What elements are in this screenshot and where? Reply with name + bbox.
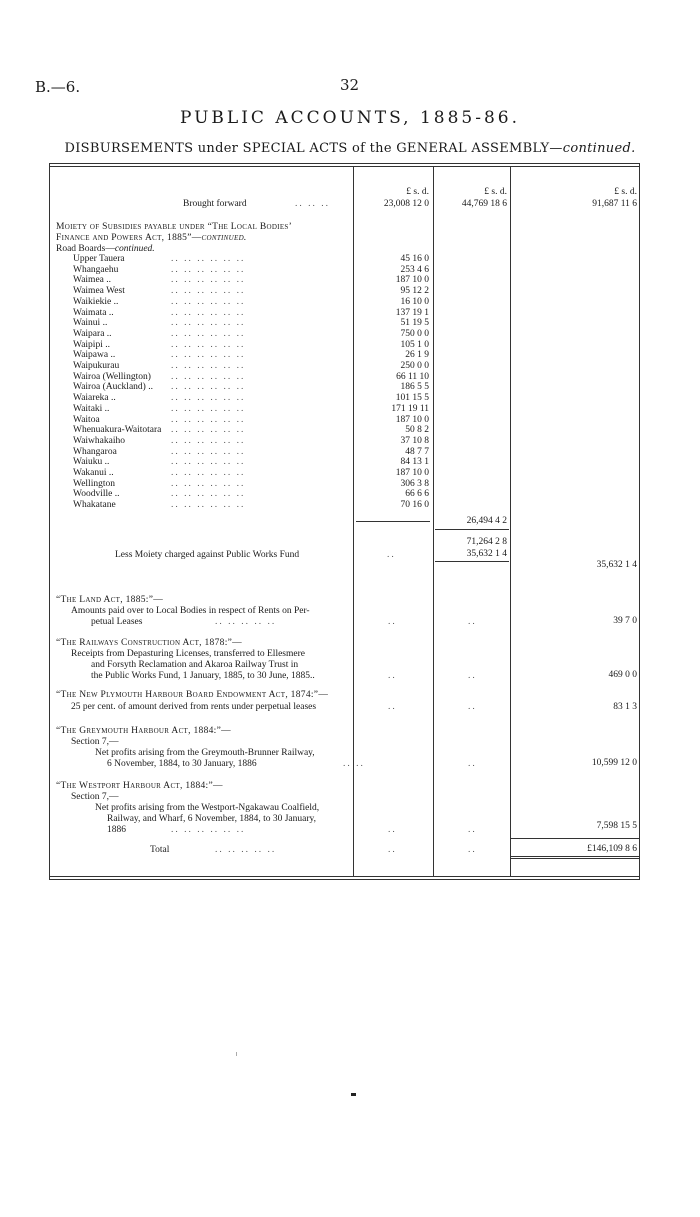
road-board-name: Waiuku .. <box>73 457 110 468</box>
total-bottom-rule <box>511 856 639 857</box>
road-board-leader: .. .. .. .. .. .. <box>171 318 246 329</box>
greymouth-line1: Net profits arising from the Greymouth-Brunner Railway, <box>95 748 315 758</box>
road-board-amount: 70 16 0 <box>400 500 429 511</box>
table-top-rule-2 <box>49 166 640 167</box>
col1-currency-head: £ s. d. <box>406 187 429 197</box>
greymouth-section: Section 7,— <box>71 737 119 747</box>
road-board-name: Wairoa (Wellington) <box>73 371 151 382</box>
greymouth-amount: 10,599 12 0 <box>591 758 637 768</box>
road-board-amount: 186 5 5 <box>400 382 429 393</box>
col3-currency-head: £ s. d. <box>614 187 637 197</box>
road-board-name: Whakatane <box>73 500 116 511</box>
westport-amount: 7,598 15 5 <box>596 821 637 831</box>
less-moiety-rule <box>435 561 509 562</box>
road-board-leader: .. .. .. .. .. .. <box>171 468 246 478</box>
road-board-amount: 171 19 11 <box>391 403 429 414</box>
total-top-rule <box>511 838 639 839</box>
road-board-leader: .. .. .. .. .. .. <box>171 264 246 275</box>
road-board-leader: .. .. .. .. .. .. <box>171 382 246 393</box>
westport-line2: Railway, and Wharf, 6 November, 1884, to 30 January, <box>107 814 317 824</box>
road-board-amount: 101 15 5 <box>395 393 429 404</box>
road-board-amount: 66 11 10 <box>396 371 429 382</box>
road-board-leader: .. .. .. .. .. .. <box>171 286 246 297</box>
col1-rule <box>353 166 354 876</box>
road-board-name: Waiwhakaiho <box>73 435 125 446</box>
road-board-name: Wellington <box>73 478 115 489</box>
road-board-name: Wakanui .. <box>73 468 114 478</box>
greymouth-line2: 6 November, 1884, to 30 January, 1886 <box>107 759 257 769</box>
col2-currency-head: £ s. d. <box>484 187 507 197</box>
total-bottom-rule-2 <box>511 858 639 859</box>
road-board-amount: 50 8 2 <box>405 425 429 436</box>
road-boards-heading: Road Boards—continued. <box>56 244 155 254</box>
new-plymouth-line1: 25 per cent. of amount derived from rents under perpetual leases <box>71 702 317 712</box>
railways-amount: 469 0 0 <box>608 670 637 680</box>
road-board-amount: 37 10 8 <box>400 435 429 446</box>
table-right-rule <box>639 163 640 879</box>
road-board-name: Waikiekie .. <box>73 296 119 307</box>
road-board-leader: .. .. .. .. .. .. <box>171 393 246 404</box>
new-plymouth-col1-dots: .. <box>388 702 397 712</box>
road-board-leader: .. .. .. .. .. .. <box>171 414 246 425</box>
railways-act-line1: Receipts from Depasturing Licenses, transferred to Ellesmere <box>71 649 305 659</box>
land-act-amount: 39 7 0 <box>613 616 637 626</box>
westport-act-title: “The Westport Harbour Act, 1884:”— <box>56 781 223 791</box>
page-number: 32 <box>340 76 360 94</box>
new-plymouth-act-title: “The New Plymouth Harbour Board Endowment Act, 1874:”— <box>56 690 329 700</box>
westport-line1: Net profits arising from the Westport-Ngakawau Coalfield, <box>95 803 320 813</box>
railways-act-title: “The Railways Construction Act, 1878:”— <box>56 638 242 648</box>
new-plymouth-col2-dots: .. <box>468 702 477 712</box>
westport-leader: .. .. .. .. .. .. <box>171 825 246 835</box>
land-act-line2: petual Leases <box>91 617 143 627</box>
total-amount: £146,109 8 6 <box>587 844 637 854</box>
road-board-amount: 137 19 1 <box>395 307 429 318</box>
road-board-amount: 253 4 6 <box>400 264 429 275</box>
road-board-amount: 306 3 8 <box>400 478 429 489</box>
page-mark <box>351 1093 356 1096</box>
road-board-leader: .. .. .. .. .. .. <box>171 425 246 436</box>
table-top-rule <box>49 163 640 164</box>
road-board-amount: 187 10 0 <box>395 468 429 478</box>
road-board-name: Waipukurau <box>73 361 120 371</box>
road-board-amount: 16 10 0 <box>400 296 429 307</box>
total-col1-dots: .. <box>388 845 397 855</box>
road-board-name: Whangaroa <box>73 446 117 457</box>
moiety-sum: 71,264 2 8 <box>466 537 507 547</box>
road-board-name: Waitaki .. <box>73 403 110 414</box>
greymouth-act-title: “The Greymouth Harbour Act, 1884:”— <box>56 726 231 736</box>
road-board-amount: 250 0 0 <box>400 361 429 371</box>
road-boards-total: 26,494 4 2 <box>466 516 507 526</box>
road-board-amount: 51 19 5 <box>400 318 429 329</box>
road-board-name: Waitoa <box>73 414 100 425</box>
road-board-name: Upper Tauera <box>73 254 125 264</box>
road-board-amount: 750 0 0 <box>400 328 429 339</box>
road-board-leader: .. .. .. .. .. .. <box>171 500 246 511</box>
table-left-rule <box>49 163 50 879</box>
road-board-name: Waimata .. <box>73 307 114 318</box>
westport-section: Section 7,— <box>71 792 119 802</box>
road-board-name: Wainui .. <box>73 318 108 329</box>
brought-forward-label: Brought forward <box>183 199 247 209</box>
page-speck <box>236 1052 240 1056</box>
road-board-name: Waipara .. <box>73 328 112 339</box>
road-board-leader: .. .. .. .. .. .. <box>171 275 246 286</box>
greymouth-leader: .. .. <box>343 759 365 769</box>
westport-line3: 1886 <box>107 825 126 835</box>
railways-act-line2: and Forsyth Reclamation and Akaroa Railway Trust in <box>91 660 299 670</box>
col2-rule <box>433 166 434 876</box>
greymouth-col2-dots: .. <box>468 759 477 769</box>
moiety-sum-rule <box>435 529 509 530</box>
road-board-leader: .. .. .. .. .. .. <box>171 350 246 361</box>
road-board-name: Woodville .. <box>73 489 120 500</box>
road-board-leader: .. .. .. .. .. .. <box>171 435 246 446</box>
land-act-line1: Amounts paid over to Local Bodies in respect of Rents on Per- <box>71 606 310 616</box>
road-board-name: Waimea West <box>73 286 125 297</box>
road-board-amount: 45 16 0 <box>400 254 429 264</box>
land-act-col2-dots: .. <box>468 617 477 627</box>
road-board-name: Wairoa (Auckland) .. <box>73 382 153 393</box>
road-board-leader: .. .. .. .. .. .. <box>171 296 246 307</box>
road-board-leader: .. .. .. .. .. .. <box>171 478 246 489</box>
westport-col2-dots: .. <box>468 825 477 835</box>
road-board-leader: .. .. .. .. .. .. <box>171 403 246 414</box>
road-board-name: Waipawa .. <box>73 350 116 361</box>
railways-act-line3: the Public Works Fund, 1 January, 1885, to 30 June, 1885.. <box>91 671 315 681</box>
col3-rule <box>510 166 511 876</box>
land-act-leader: .. .. .. .. .. <box>215 617 277 627</box>
less-moiety-label: Less Moiety charged against Public Works Fund <box>115 550 300 560</box>
road-board-amount: 26 1 9 <box>405 350 429 361</box>
road-board-amount: 187 10 0 <box>395 275 429 286</box>
road-board-name: Waimea .. <box>73 275 112 286</box>
page-title: PUBLIC ACCOUNTS, 1885-86. <box>179 108 521 128</box>
road-board-leader: .. .. .. .. .. .. <box>171 446 246 457</box>
road-board-amount: 187 10 0 <box>395 414 429 425</box>
road-board-amount: 105 1 0 <box>400 339 429 350</box>
total-col2-dots: .. <box>468 845 477 855</box>
road-board-leader: .. .. .. .. .. .. <box>171 328 246 339</box>
road-board-leader: .. .. .. .. .. .. <box>171 361 246 371</box>
less-moiety-col2: 35,632 1 4 <box>466 549 507 559</box>
less-moiety-leader: .. <box>387 550 396 560</box>
road-board-name: Waiareka .. <box>73 393 116 404</box>
road-board-name: Waipipi .. <box>73 339 110 350</box>
page-subtitle: DISBURSEMENTS under SPECIAL ACTS of the GENERAL ASSEMBLY—continued. <box>64 141 636 156</box>
road-board-amount: 95 12 2 <box>400 286 429 297</box>
land-act-title: “The Land Act, 1885:”— <box>56 595 164 605</box>
total-label: Total <box>150 845 170 855</box>
disbursements-table <box>49 163 640 880</box>
railways-col2-dots: .. <box>468 671 477 681</box>
table-bottom-rule-2 <box>49 879 640 880</box>
road-board-amount: 84 13 1 <box>400 457 429 468</box>
new-plymouth-amount: 83 1 3 <box>613 702 637 712</box>
road-board-leader: .. .. .. .. .. .. <box>171 307 246 318</box>
road-subtotal-rule <box>356 521 430 522</box>
brought-forward-col3: 91,687 11 6 <box>592 199 637 209</box>
table-bottom-rule <box>49 876 640 877</box>
road-board-leader: .. .. .. .. .. .. <box>171 254 246 264</box>
railways-col1-dots: .. <box>388 671 397 681</box>
road-board-leader: .. .. .. .. .. .. <box>171 339 246 350</box>
road-board-leader: .. .. .. .. .. .. <box>171 371 246 382</box>
road-board-leader: .. .. .. .. .. .. <box>171 489 246 500</box>
document-reference: B.—6. <box>35 78 81 96</box>
road-board-name: Whenuakura-Waitotara <box>73 425 162 436</box>
road-board-name: Whangaehu <box>73 264 119 275</box>
moiety-heading-line1: Moiety of Subsidies payable under “The Local Bodies’ <box>56 222 293 232</box>
land-act-col1-dots: .. <box>388 617 397 627</box>
road-board-leader: .. .. .. .. .. .. <box>171 457 246 468</box>
road-board-amount: 48 7 7 <box>405 446 429 457</box>
brought-forward-col1: 23,008 12 0 <box>383 199 429 209</box>
total-leader: .. .. .. .. .. <box>215 845 277 855</box>
brought-forward-col2: 44,769 18 6 <box>461 199 507 209</box>
road-board-amount: 66 6 6 <box>405 489 429 500</box>
moiety-heading-line2: Finance and Powers Act, 1885”—continued. <box>56 233 247 243</box>
westport-col1-dots: .. <box>388 825 397 835</box>
less-moiety-col3: 35,632 1 4 <box>596 560 637 570</box>
brought-forward-leader: .. .. .. <box>295 199 330 209</box>
